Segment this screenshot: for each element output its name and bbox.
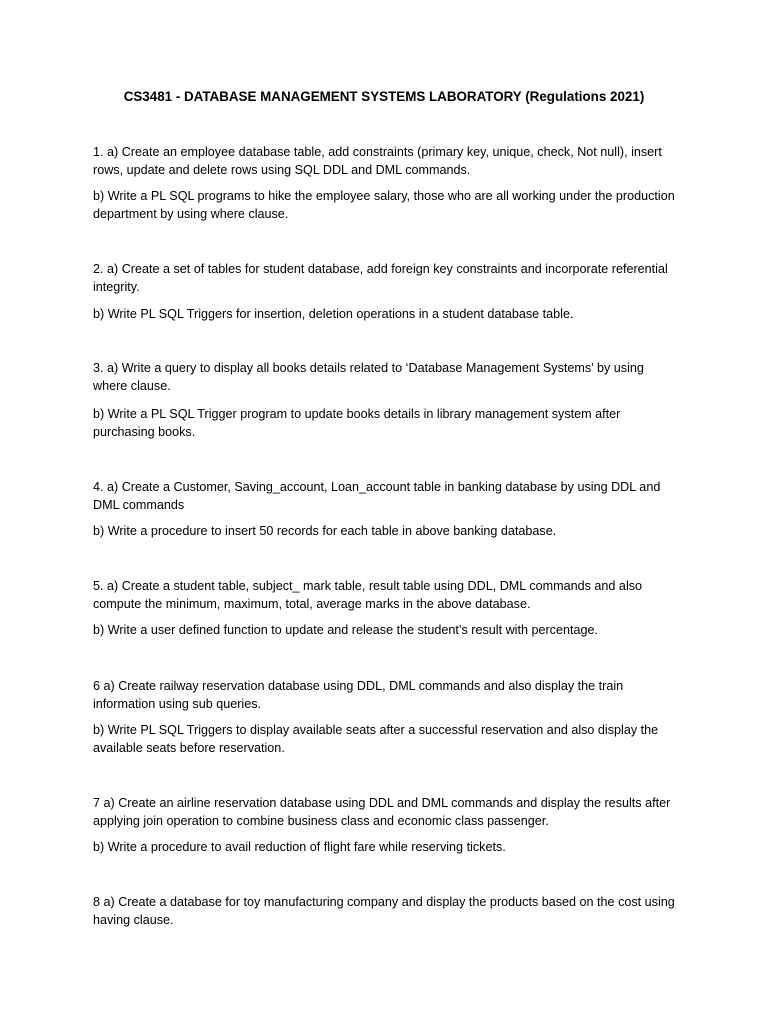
document-title: CS3481 - DATABASE MANAGEMENT SYSTEMS LABORATORY (Regulations 2021): [123, 89, 645, 104]
question-5b: b) Write a user defined function to update and release the student’s result with percentage.: [93, 623, 598, 637]
question-7a: 7 a) Create an airline reservation database using DDL and DML commands and display the results after applying join operation to combine business class and economic class passenger.: [93, 796, 671, 828]
question-3a: 3. a) Write a query to display all books details related to ‘Database Management Systems’ by using where clause.: [93, 361, 644, 393]
question-1b: b) Write a PL SQL programs to hike the employee salary, those who are all working under the production department by using where clause.: [93, 189, 675, 221]
question-4a: 4. a) Create a Customer, Saving_account, Loan_account table in banking database by using DDL and DML commands: [93, 480, 661, 512]
question-7b: b) Write a procedure to avail reduction of flight fare while reserving tickets.: [93, 840, 506, 854]
question-2a: 2. a) Create a set of tables for student database, add foreign key constraints and incorporate referential integrity.: [93, 262, 668, 294]
question-8a: 8 a) Create a database for toy manufacturing company and display the products based on the cost using having clause.: [93, 895, 675, 927]
question-4b: b) Write a procedure to insert 50 records for each table in above banking database.: [93, 524, 557, 538]
question-5a: 5. a) Create a student table, subject_ mark table, result table using DDL, DML commands and also compute the minimum, maximum, total, average marks in the above database.: [93, 579, 643, 611]
question-6a: 6 a) Create railway reservation database using DDL, DML commands and also display the train information using sub queries.: [93, 679, 624, 711]
question-2b: b) Write PL SQL Triggers for insertion, deletion operations in a student database table.: [93, 307, 574, 321]
question-1a: 1. a) Create an employee database table, add constraints (primary key, unique, check, Not null), insert rows, update and delete rows using SQL DDL and DML commands.: [93, 145, 662, 177]
question-6b: b) Write PL SQL Triggers to display available seats after a successful reservation and also display the available seats before reservation.: [93, 723, 659, 755]
question-3b: b) Write a PL SQL Trigger program to update books details in library management system after purchasing books.: [93, 407, 621, 439]
